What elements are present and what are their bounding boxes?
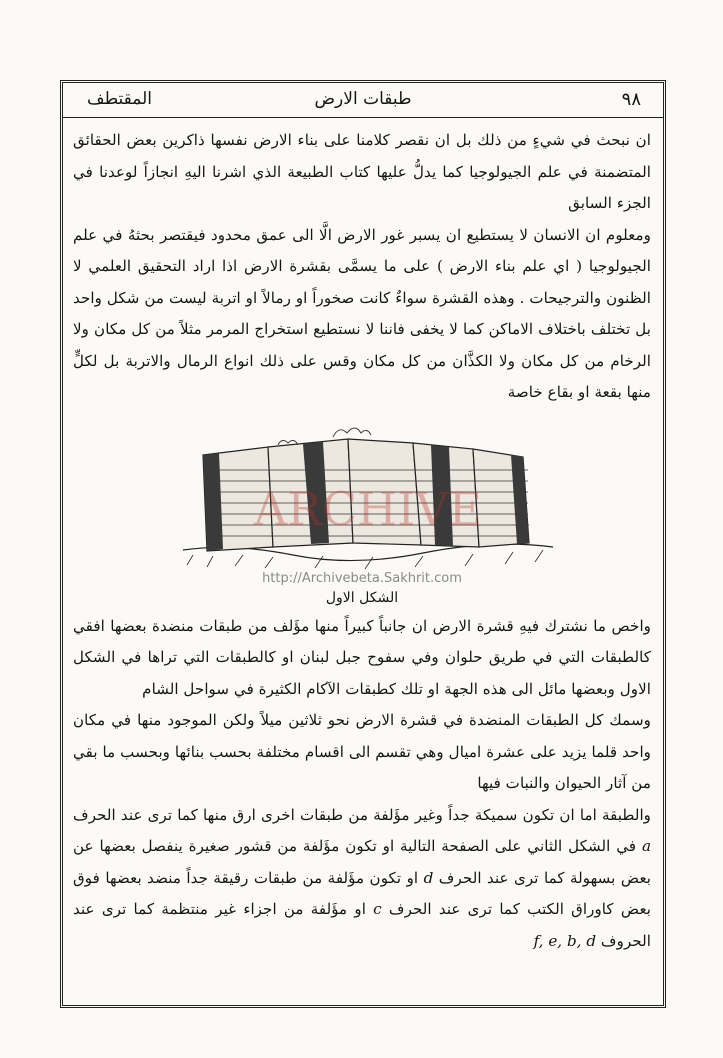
paragraph-5-part-1: والطبقة اما ان تكون سميكة جداً وغير مؤَلفة من طبقات اخرى ارق منها كما ترى عند الحرف <box>73 805 651 824</box>
page-number: ٩٨ <box>621 89 641 110</box>
letter-d-label: d <box>423 868 434 887</box>
article-body <box>73 125 651 957</box>
page-header <box>63 83 663 118</box>
watermark-text: ARCHIVE <box>253 481 483 536</box>
letters-fbed-label: f, e, b, d <box>533 931 597 950</box>
paragraph-2: ومعلوم ان الانسان لا يستطيع ان يسبر غور الارض الَّا الى عمق محدود فيقتصر بحثهُ في علم الجيولوجيا ( اي علم بناء الارض ) على ما يسمَّى بقشرة الارض اذا اراد التحقيق العلمي لا الظنون والترجيحات . وهذه القشرة سواءٌ كانت صخوراً او رمالاً او اتربة ليست من شكل واحد بل تختلف باختلاف الاماكن كما لا يخفى فاننا لا نستطيع استخراج المرمر مثلاً من كل مكان ولا الرخام من كل مكان ولا الكذَّان من كل مكان وقس على ذلك انواع الرمال والاتربة بل لكلٍّ منها بقعة او بقاع خاصة <box>73 225 651 401</box>
figure-1 <box>73 415 651 587</box>
paragraph-5-part-3: او تكون مؤَلفة من طبقات رقيقة جداً منضد بعضها فوق بعض كاوراق الكتب كما ترى عند الحرف <box>73 868 651 918</box>
rock-strata-illustration <box>173 415 563 575</box>
figure-caption: الشكل الاول <box>325 589 399 606</box>
paragraph-3: واخص ما نشترك فيهِ قشرة الارض ان جانباً كبيراً منها مؤَلف من طبقات منضدة بعضها افقي كالطبقات التي في طريق حلوان وفي سفوح جبل لبنان او كالطبقات التي تراها في الشكل الاول وبعضها مائل الى هذه الجهة او تلك كطبقات الآكام الكثيرة في سواحل الشام <box>73 616 651 698</box>
letter-a-label: a <box>641 837 651 855</box>
letter-c-label: c <box>373 900 382 918</box>
paragraph-5 <box>73 800 651 958</box>
paragraph-4: وسمك كل الطبقات المنضدة في قشرة الارض نحو ثلاثين ميلاً ولكن الموجود منها في مكان واحد قلما يزيد على عشرة اميال وهي تقسم الى اقسام مختلفة بحسب بنائها وبحسب ما بقي من آثار الحيوان والنبات فيها <box>73 711 651 792</box>
paragraph-5-part-4: او مؤَلفة من اجزاء غير منتظمة كما ترى عند الحروف <box>73 900 651 950</box>
journal-name: المقتطف <box>87 89 153 109</box>
paragraph-5-part-2: في الشكل الثاني على الصفحة التالية او تكون مؤَلفة من قشور صغيرة ينفصل بعضها عن بعض بسهولة كما ترى عند الحرف <box>73 837 652 887</box>
page-frame <box>60 80 666 1008</box>
paragraph-1: ان نبحث في شيءٍ من ذلك بل ان نقصر كلامنا على بناء الارض نفسها ذاكرين بعض الحقائق المتضمنة في علم الجيولوجيا كما يدلُّ عليها كتاب الطبيعة الذي اشرنا اليهِ انجازاً لوعدنا في الجزء السابق <box>73 131 651 212</box>
watermark-url: http://Archivebeta.Sakhrit.com <box>262 570 462 586</box>
page-title: طبقات الارض <box>314 89 412 109</box>
